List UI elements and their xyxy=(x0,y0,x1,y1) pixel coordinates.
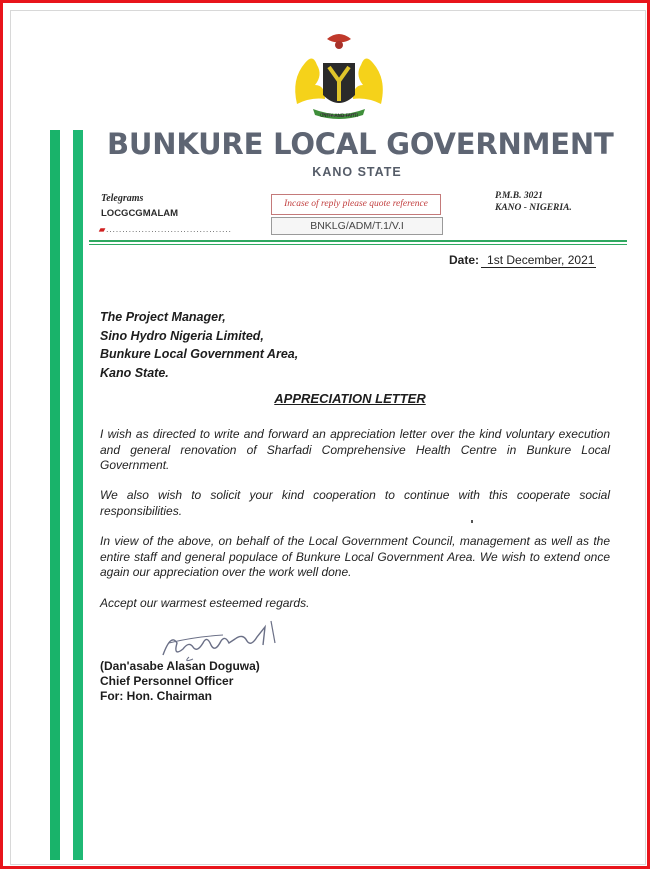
letterhead-state: KANO STATE xyxy=(312,165,402,179)
signatory-for: For: Hon. Chairman xyxy=(100,689,213,703)
reference-code: BNKLG/ADM/T.1/V.I xyxy=(271,217,443,235)
header-divider-top xyxy=(89,240,627,242)
letter-subject: APPRECIATION LETTER xyxy=(274,391,426,406)
recipient-line: Sino Hydro Nigeria Limited, xyxy=(100,328,264,343)
body-paragraph-1: I wish as directed to write and forward an appreciation letter over the kind voluntary execution and general renovation of Sharfadi Comprehensive Health Centre in Bunkure Local Government. xyxy=(100,427,610,472)
telegrams-value: LOCGCGMALAM xyxy=(101,208,179,219)
body-paragraph-2: We also wish to solicit your kind cooperation to continue with this cooperate social responsibilities. xyxy=(100,488,610,518)
recipient-line: Kano State. xyxy=(100,365,169,380)
green-bar-left xyxy=(50,130,60,860)
telegrams-label: Telegrams xyxy=(101,193,144,204)
recipient-line: Bunkure Local Government Area, xyxy=(100,347,299,361)
postal-address xyxy=(495,190,572,214)
telegrams-blank: ▰....................................... xyxy=(99,225,232,234)
green-bar-right xyxy=(73,130,83,860)
coat-of-arms-icon xyxy=(287,29,391,125)
postal-line-1: P.M.B. 3021 xyxy=(495,191,543,201)
signatory-name: (Dan'asabe Alasan Doguwa) xyxy=(100,659,260,673)
signatory-position: Chief Personnel Officer xyxy=(100,674,234,688)
postal-line-2: KANO - NIGERIA. xyxy=(495,203,572,213)
recipient-address xyxy=(100,308,298,382)
date-label: Date: xyxy=(449,253,480,267)
reference-box xyxy=(271,194,443,236)
header-divider-bottom xyxy=(89,244,627,245)
telegrams-blank-dots: ....................................... xyxy=(106,225,232,234)
body-paragraph-3: In view of the above, on behalf of the Local Government Council, management as well as the entire staff and general populace of Bunkure Local Government Area. We wish to extend once again our appreciation over the work well done. xyxy=(100,534,610,579)
reference-note: Incase of reply please quote reference xyxy=(271,194,441,215)
date-row xyxy=(449,253,596,268)
recipient-line: The Project Manager, xyxy=(100,310,226,324)
date-value: 1st December, 2021 xyxy=(481,253,596,268)
closing-line: Accept our warmest esteemed regards. xyxy=(100,596,310,610)
coat-of-arms-motto: UNITY AND FAITH xyxy=(319,114,359,119)
letterhead-title: BUNKURE LOCAL GOVERNMENT xyxy=(107,127,614,161)
signatory-block xyxy=(100,659,260,704)
stray-mark xyxy=(471,520,473,523)
